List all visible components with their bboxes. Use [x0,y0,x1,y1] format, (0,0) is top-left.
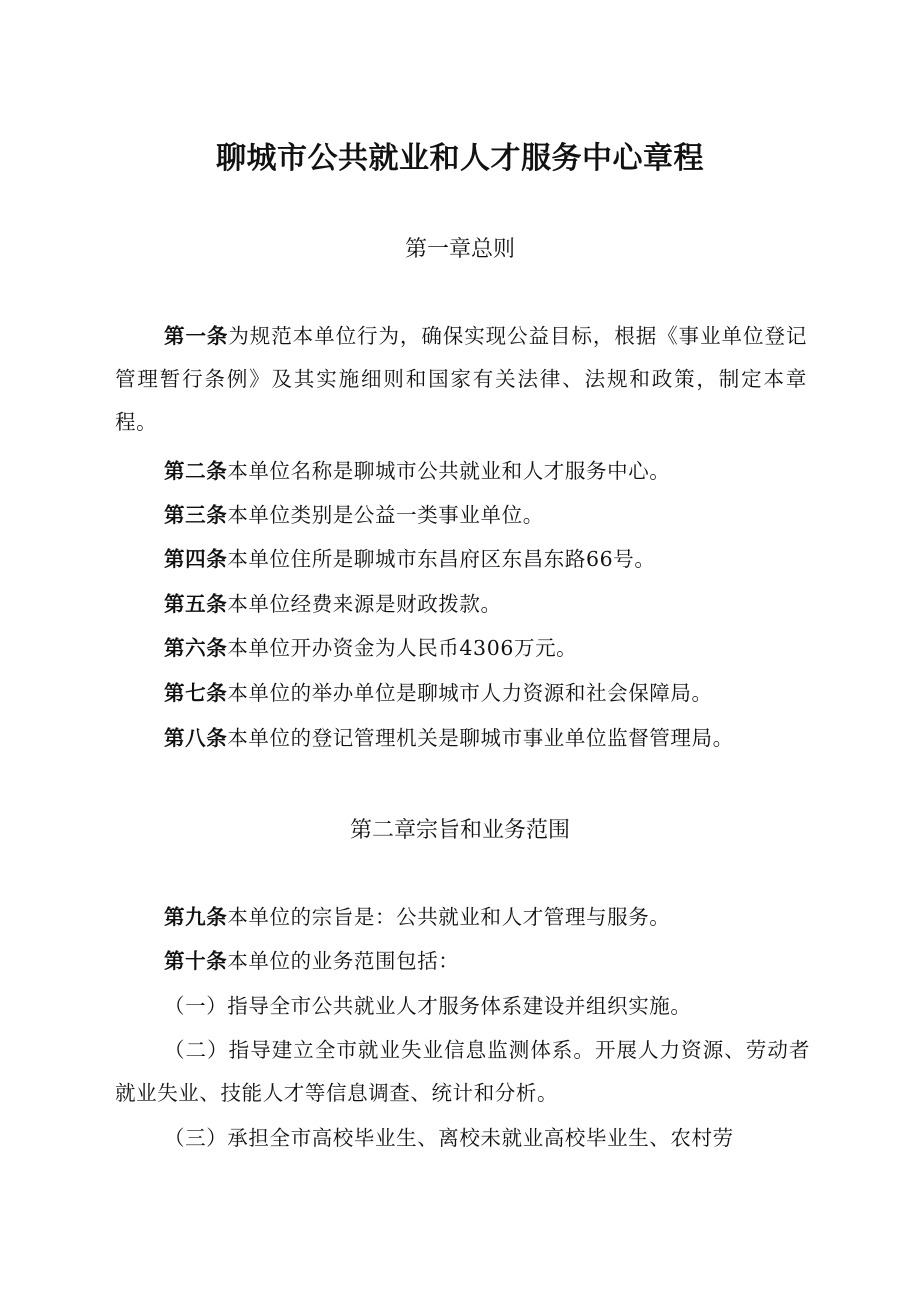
scope-item-3: （三）承担全市高校毕业生、离校未就业高校毕业生、农村劳 [164,1126,734,1150]
article-label: 第一条 [164,324,229,348]
article-label: 第八条 [164,726,228,750]
article-3 [115,494,810,537]
article-label: 第二条 [164,459,228,483]
article-label: 第十条 [164,949,228,973]
article-2 [115,450,810,493]
article-label: 第九条 [164,905,228,929]
scope-item-2: （二）指导建立全市就业失业信息监测体系。开展人力资源、劳动者就业失业、技能人才等信息调查、统计和分析。 [115,1038,810,1105]
article-9 [115,896,810,939]
article-text: 本单位住所是聊城市东昌府区东昌东路66号。 [227,547,656,571]
article-text: 本单位类别是公益一类事业单位。 [227,503,544,527]
article-text: 本单位名称是聊城市公共就业和人才服务中心。 [227,459,671,483]
article-8 [115,717,810,760]
article-5 [115,583,810,626]
article-text: 本单位开办资金为人民币4306万元。 [227,636,578,660]
article-text: 本单位经费来源是财政拨款。 [227,592,502,616]
article-7 [115,672,810,715]
article-label: 第五条 [164,592,228,616]
article-text: 本单位的举办单位是聊城市人力资源和社会保障局。 [227,681,713,705]
chapter-2-heading: 第二章宗旨和业务范围 [349,818,570,843]
article-text: 本单位的业务范围包括： [227,949,460,973]
article-text: 本单位的登记管理机关是聊城市事业单位监督管理局。 [227,726,734,750]
article-label: 第三条 [164,503,228,527]
chapter-1-heading: 第一章总则 [404,237,515,262]
article-10 [115,940,810,983]
article-label: 第六条 [164,636,228,660]
article-4 [115,538,810,581]
article-text: 为规范本单位行为，确保实现公益目标，根据《事业单位登记管理暂行条例》及其实施细则和国家有关法律、法规和政策，制定本章程。 [115,324,807,434]
article-6 [115,627,810,670]
article-label: 第四条 [164,547,228,571]
article-label: 第七条 [164,681,228,705]
article-1 [115,315,807,444]
document-title: 聊城市公共就业和人才服务中心章程 [216,141,704,176]
article-text: 本单位的宗旨是：公共就业和人才管理与服务。 [227,905,671,929]
scope-item-1: （一）指导全市公共就业人才服务体系建设并组织实施。 [164,994,692,1018]
